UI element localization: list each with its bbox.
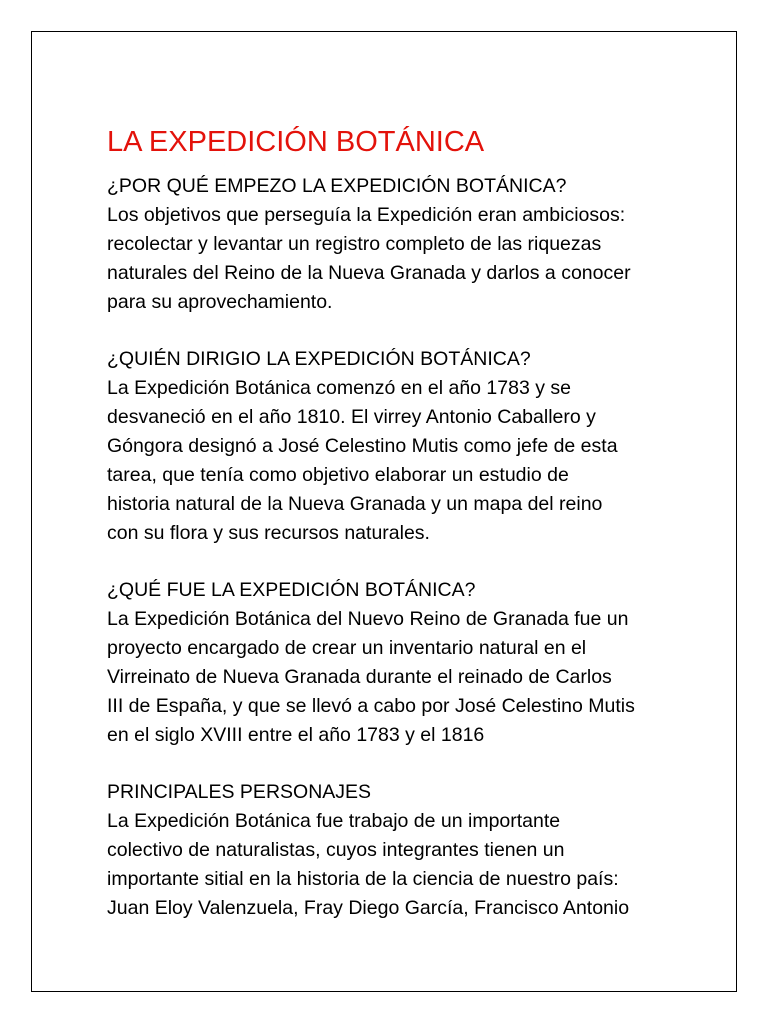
paragraph-line: Los objetivos que perseguía la Expedición eran ambiciosos: bbox=[107, 204, 626, 226]
paragraph-line: en el siglo XVIII entre el año 1783 y el 1816 bbox=[107, 724, 485, 746]
document-title: LA EXPEDICIÓN BOTÁNICA bbox=[107, 126, 485, 158]
paragraph-line: con su flora y sus recursos naturales. bbox=[107, 522, 430, 544]
section-heading: ¿QUÉ FUE LA EXPEDICIÓN BOTÁNICA? bbox=[107, 579, 476, 601]
section-who-directed bbox=[107, 345, 707, 548]
document-page bbox=[31, 31, 737, 992]
section-why-started bbox=[107, 172, 707, 317]
paragraph-line: III de España, y que se llevó a cabo por José Celestino Mutis bbox=[107, 695, 635, 717]
section-heading: PRINCIPALES PERSONAJES bbox=[107, 781, 372, 803]
section-main-characters bbox=[107, 778, 707, 923]
paragraph-line: tarea, que tenía como objetivo elaborar un estudio de bbox=[107, 464, 569, 486]
paragraph-line: La Expedición Botánica fue trabajo de un importante bbox=[107, 810, 561, 832]
paragraph-line: proyecto encargado de crear un inventario natural en el bbox=[107, 637, 587, 659]
paragraph-line: importante sitial en la historia de la ciencia de nuestro país: bbox=[107, 868, 619, 890]
paragraph-line: historia natural de la Nueva Granada y un mapa del reino bbox=[107, 493, 603, 515]
paragraph-line: La Expedición Botánica comenzó en el año 1783 y se bbox=[107, 377, 571, 399]
paragraph-line: para su aprovechamiento. bbox=[107, 291, 333, 313]
section-what-was bbox=[107, 576, 707, 750]
paragraph-line: Juan Eloy Valenzuela, Fray Diego García, Francisco Antonio bbox=[107, 897, 630, 919]
paragraph-line: Virreinato de Nueva Granada durante el reinado de Carlos bbox=[107, 666, 612, 688]
paragraph-line: naturales del Reino de la Nueva Granada y darlos a conocer bbox=[107, 262, 631, 284]
paragraph-line: recolectar y levantar un registro completo de las riquezas bbox=[107, 233, 602, 255]
paragraph-line: Góngora designó a José Celestino Mutis como jefe de esta bbox=[107, 435, 618, 457]
paragraph-line: La Expedición Botánica del Nuevo Reino de Granada fue un bbox=[107, 608, 629, 630]
paragraph-line: colectivo de naturalistas, cuyos integrantes tienen un bbox=[107, 839, 565, 861]
section-heading: ¿POR QUÉ EMPEZO LA EXPEDICIÓN BOTÁNICA? bbox=[107, 175, 567, 197]
document-content bbox=[107, 124, 707, 951]
section-heading: ¿QUIÉN DIRIGIO LA EXPEDICIÓN BOTÁNICA? bbox=[107, 348, 531, 370]
paragraph-line: desvaneció en el año 1810. El virrey Antonio Caballero y bbox=[107, 406, 596, 428]
